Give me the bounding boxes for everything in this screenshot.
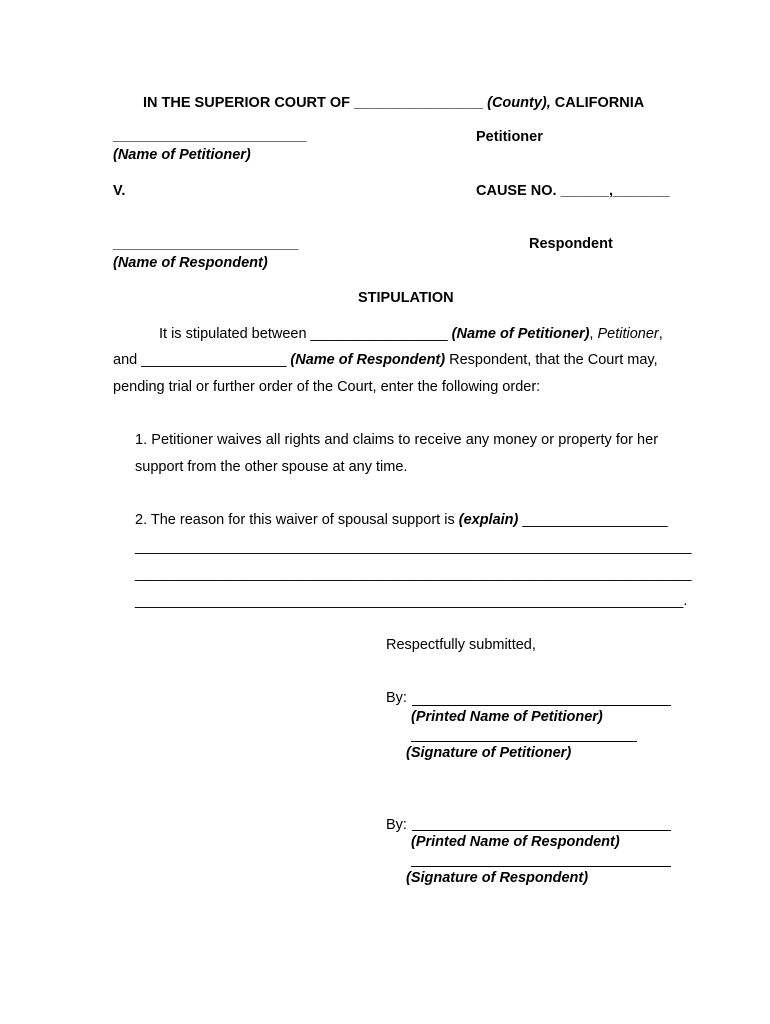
respondent-printed-name-line[interactable]: [412, 830, 671, 831]
explanation-blank-3[interactable]: ____________________________________________________________________.: [135, 593, 688, 609]
petitioner-signature-line[interactable]: [411, 741, 637, 742]
signature-petitioner-label: (Signature of Petitioner): [406, 745, 572, 761]
respondent-name-line[interactable]: _______________________: [113, 236, 299, 252]
intro-line-1: [159, 327, 663, 342]
state-name: CALIFORNIA: [554, 95, 645, 111]
intro-text-g: Respondent, that the Court may,: [445, 352, 658, 368]
respondent-name-label: (Name of Respondent): [113, 255, 268, 271]
versus-label: V.: [113, 183, 126, 199]
intro-petitioner-word: Petitioner: [597, 326, 659, 342]
explanation-blank-1[interactable]: _____________________________________________________________________: [135, 539, 692, 555]
item-2-prefix: 2. The reason for this waiver of spousal support is: [135, 512, 459, 528]
printed-name-petitioner-label: (Printed Name of Petitioner): [411, 709, 603, 725]
item-1-line-1: 1. Petitioner waives all rights and claims to receive any money or property for her: [135, 432, 659, 448]
court-heading: [143, 96, 644, 111]
printed-name-respondent-label: (Printed Name of Respondent): [411, 834, 620, 850]
intro-text-f: and __________________: [113, 352, 291, 368]
item-2-blank[interactable]: __________________: [522, 512, 668, 528]
intro-line-2: [113, 353, 658, 368]
petitioner-name-label: (Name of Petitioner): [113, 147, 251, 163]
respondent-role: Respondent: [529, 236, 613, 252]
petitioner-printed-name-line[interactable]: [412, 705, 671, 706]
by-label-petitioner: By:: [386, 690, 407, 706]
county-label: (County),: [487, 95, 551, 111]
respondent-signature-line[interactable]: [411, 866, 671, 867]
intro-text-c: ,: [589, 326, 598, 342]
item-1-line-2: support from the other spouse at any time.: [135, 459, 408, 475]
signature-respondent-label: (Signature of Respondent): [406, 870, 589, 886]
petitioner-name-line[interactable]: ________________________: [113, 128, 307, 144]
intro-respondent-label: (Name of Respondent): [290, 352, 446, 368]
item-2-line: [135, 513, 668, 528]
explanation-blank-2[interactable]: _____________________________________________________________________: [135, 566, 692, 582]
document-title: STIPULATION: [358, 290, 454, 306]
cause-number[interactable]: CAUSE NO. ______,_______: [476, 183, 670, 199]
intro-petitioner-label: (Name of Petitioner): [451, 326, 590, 342]
by-label-respondent: By:: [386, 817, 407, 833]
intro-line-3: pending trial or further order of the Court, enter the following order:: [113, 379, 541, 395]
intro-text-a: It is stipulated between _________________: [159, 326, 452, 342]
court-prefix: IN THE SUPERIOR COURT OF ________________: [143, 95, 484, 111]
intro-text-e: ,: [658, 326, 663, 342]
petitioner-role: Petitioner: [476, 129, 543, 145]
item-2-explain-label: (explain): [458, 512, 519, 528]
closing-text: Respectfully submitted,: [386, 637, 536, 653]
